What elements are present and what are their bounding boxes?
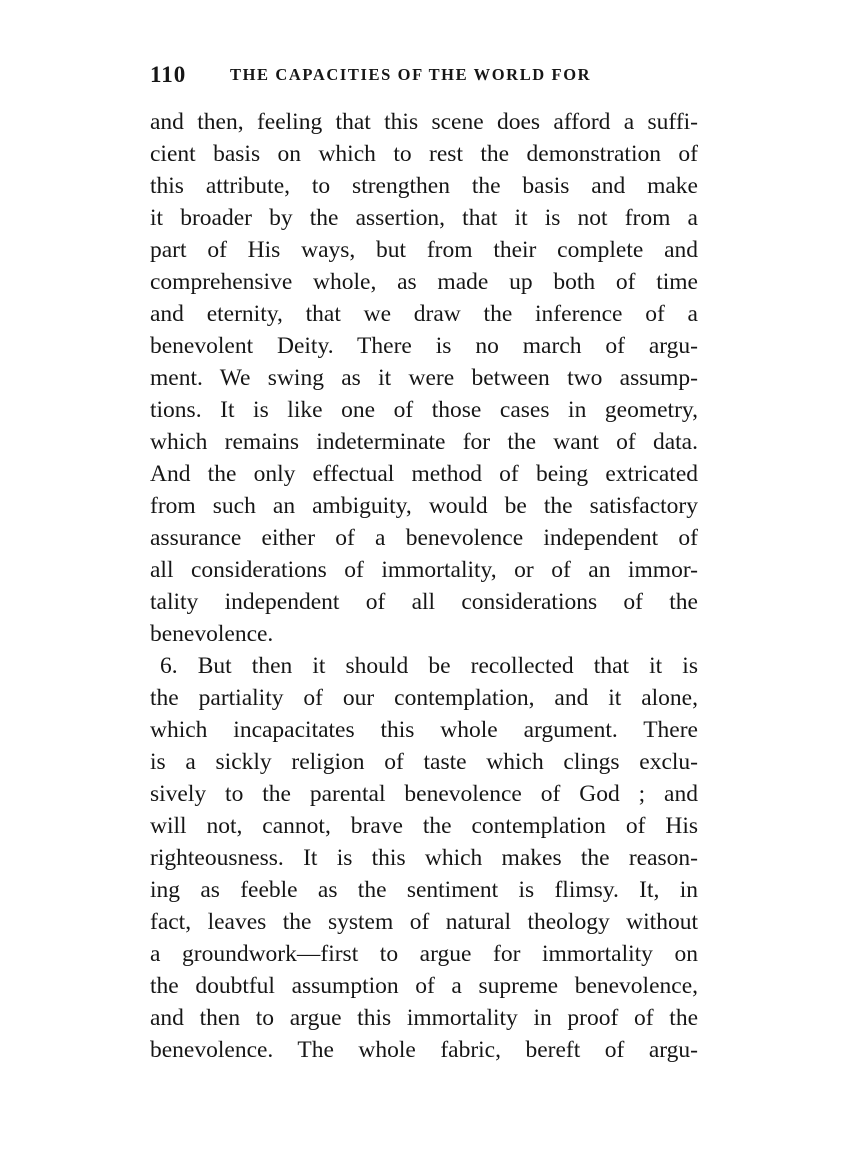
text-line: will not, cannot, brave the contemplation of His (150, 813, 698, 839)
text-line: which incapacitates this whole argument. There (150, 717, 698, 743)
text-line: and eternity, that we draw the inference of a (150, 301, 698, 327)
body-text (150, 106, 698, 1066)
running-title: THE CAPACITIES OF THE WORLD FOR (230, 65, 592, 84)
text-line: the partiality of our contemplation, and it alone, (150, 685, 698, 711)
text-line: righteousness. It is this which makes the reason- (150, 845, 698, 871)
text-line: and then, feeling that this scene does afford a suffi- (150, 109, 698, 135)
text-line: benevolence. The whole fabric, bereft of argu- (150, 1037, 698, 1063)
text-line: sively to the parental benevolence of God ; and (150, 781, 698, 807)
page-number: 110 (150, 62, 187, 87)
text-line: And the only effectual method of being extricated (150, 461, 698, 487)
text-line: ment. We swing as it were between two assump- (150, 365, 698, 391)
text-line: tality independent of all considerations of the (150, 589, 698, 615)
text-line: fact, leaves the system of natural theology without (150, 909, 698, 935)
paragraph-end-line: benevolence. (150, 621, 274, 647)
running-head (150, 62, 698, 92)
text-line: is a sickly religion of taste which clings exclu- (150, 749, 698, 775)
text-line: and then to argue this immortality in proof of the (150, 1005, 698, 1031)
text-line: it broader by the assertion, that it is not from a (150, 205, 698, 231)
text-line: part of His ways, but from their complete and (150, 237, 698, 263)
paragraph-start-line: 6. But then it should be recollected that it is (160, 653, 698, 679)
text-line: benevolent Deity. There is no march of argu- (150, 333, 698, 359)
text-line: the doubtful assumption of a supreme benevolence, (150, 973, 698, 999)
text-line: all considerations of immortality, or of an immor- (150, 557, 698, 583)
text-line: which remains indeterminate for the want of data. (150, 429, 698, 455)
text-line: tions. It is like one of those cases in geometry, (150, 397, 698, 423)
text-line: cient basis on which to rest the demonstration of (150, 141, 698, 167)
text-line: comprehensive whole, as made up both of time (150, 269, 698, 295)
text-line: from such an ambiguity, would be the satisfactory (150, 493, 698, 519)
text-line: assurance either of a benevolence independent of (150, 525, 698, 551)
text-line: this attribute, to strengthen the basis and make (150, 173, 698, 199)
text-line: ing as feeble as the sentiment is flimsy. It, in (150, 877, 698, 903)
text-line: a groundwork—first to argue for immortality on (150, 941, 698, 967)
